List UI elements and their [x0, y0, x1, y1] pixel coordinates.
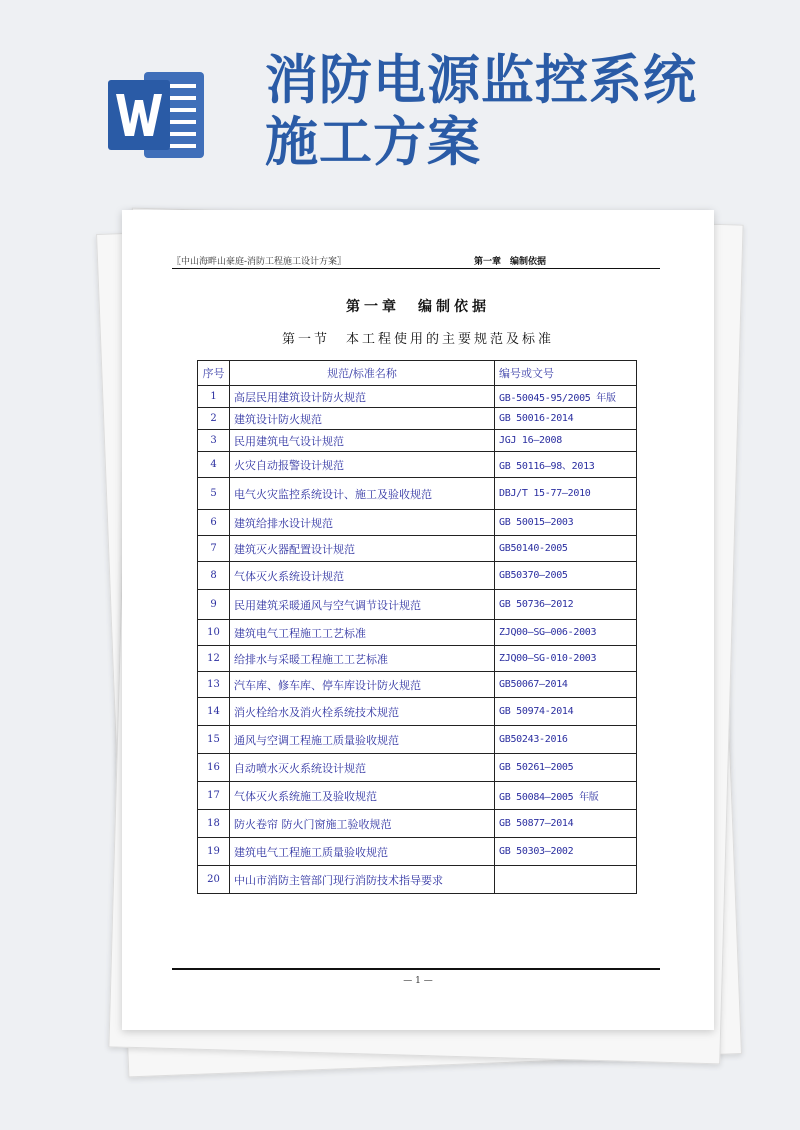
- standard-code: GB50243-2016: [495, 726, 637, 754]
- table-row: [198, 536, 637, 562]
- table-row: [198, 452, 637, 478]
- row-number: 6: [198, 510, 230, 536]
- row-number: 7: [198, 536, 230, 562]
- row-number: 9: [198, 590, 230, 620]
- table-row: [198, 620, 637, 646]
- row-number: 2: [198, 408, 230, 430]
- standard-name: 防火卷帘 防火门窗施工验收规范: [230, 810, 495, 838]
- standard-name: 中山市消防主管部门现行消防技术指导要求: [230, 866, 495, 894]
- table-row: [198, 590, 637, 620]
- table-row: [198, 810, 637, 838]
- running-header-right: 第一章 编制依据: [474, 257, 547, 267]
- standard-code: GB50140-2005: [495, 536, 637, 562]
- standard-name: 建筑给排水设计规范: [230, 510, 495, 536]
- table-row: [198, 782, 637, 810]
- table-row: [198, 478, 637, 510]
- row-number: 13: [198, 672, 230, 698]
- table-row: [198, 510, 637, 536]
- standard-code: GB 50303—2002: [495, 838, 637, 866]
- table-row: [198, 562, 637, 590]
- standard-name: 电气火灾监控系统设计、施工及验收规范: [230, 478, 495, 510]
- table-row: [198, 838, 637, 866]
- table-row: [198, 386, 637, 408]
- table-row: [198, 646, 637, 672]
- standards-table: [197, 360, 637, 894]
- standard-name: 建筑电气工程施工质量验收规范: [230, 838, 495, 866]
- section-title: 第一节 本工程使用的主要规范及标准: [281, 332, 554, 347]
- standard-name: 建筑电气工程施工工艺标准: [230, 620, 495, 646]
- title-line-1: 消防电源监控系统: [265, 50, 697, 111]
- standard-code: GB 50877—2014: [495, 810, 637, 838]
- title-line-2: 施工方案: [265, 112, 481, 173]
- standard-name: 民用建筑电气设计规范: [230, 430, 495, 452]
- standard-name: 给排水与采暖工程施工工艺标准: [230, 646, 495, 672]
- standard-name: 气体灭火系统设计规范: [230, 562, 495, 590]
- standard-code: DBJ/T 15-77—2010: [495, 478, 637, 510]
- table-row: [198, 866, 637, 894]
- standard-code: GB 50015—2003: [495, 510, 637, 536]
- row-number: 20: [198, 866, 230, 894]
- row-number: 4: [198, 452, 230, 478]
- standard-code: ZJQ00—SG—006-2003: [495, 620, 637, 646]
- standard-name: 气体灭火系统施工及验收规范: [230, 782, 495, 810]
- table-row: [198, 726, 637, 754]
- running-header-left: 〖中山海畔山豪庭-消防工程施工设计方案〗: [172, 257, 347, 267]
- table-header-row: [198, 361, 637, 386]
- standard-code: GB50067—2014: [495, 672, 637, 698]
- standard-code: ZJQ00—SG-010-2003: [495, 646, 637, 672]
- table-row: [198, 408, 637, 430]
- row-number: 1: [198, 386, 230, 408]
- column-header-code: 编号或文号: [495, 361, 637, 386]
- row-number: 15: [198, 726, 230, 754]
- column-header-no: 序号: [198, 361, 230, 386]
- row-number: 3: [198, 430, 230, 452]
- table-body: [198, 386, 637, 894]
- standard-code: GB 50116—98、2013: [495, 452, 637, 478]
- chapter-title: 第一章 编制依据: [346, 299, 490, 315]
- row-number: 12: [198, 646, 230, 672]
- row-number: 17: [198, 782, 230, 810]
- row-number: 14: [198, 698, 230, 726]
- standard-code: GB 50016-2014: [495, 408, 637, 430]
- page-title: [265, 50, 785, 174]
- standard-code: GB 50974-2014: [495, 698, 637, 726]
- standard-code: GB 50736—2012: [495, 590, 637, 620]
- standard-name: 火灾自动报警设计规范: [230, 452, 495, 478]
- table-row: [198, 672, 637, 698]
- standard-name: 高层民用建筑设计防火规范: [230, 386, 495, 408]
- standard-name: 自动喷水灭火系统设计规范: [230, 754, 495, 782]
- standard-name: 建筑设计防火规范: [230, 408, 495, 430]
- standard-name: 通风与空调工程施工质量验收规范: [230, 726, 495, 754]
- row-number: 10: [198, 620, 230, 646]
- row-number: 8: [198, 562, 230, 590]
- row-number: 16: [198, 754, 230, 782]
- standard-code: [495, 866, 637, 894]
- document-page: [122, 210, 714, 1030]
- standard-code: JGJ 16—2008: [495, 430, 637, 452]
- footer-rule: [172, 968, 660, 970]
- standard-name: 民用建筑采暖通风与空气调节设计规范: [230, 590, 495, 620]
- word-icon: [108, 70, 208, 160]
- standard-name: 建筑灭火器配置设计规范: [230, 536, 495, 562]
- row-number: 19: [198, 838, 230, 866]
- table-row: [198, 698, 637, 726]
- standard-code: GB 50261—2005: [495, 754, 637, 782]
- row-number: 5: [198, 478, 230, 510]
- standard-code: GB 50084—2005 年版: [495, 782, 637, 810]
- standard-name: 消火栓给水及消火栓系统技术规范: [230, 698, 495, 726]
- standard-name: 汽车库、修车库、停车库设计防火规范: [230, 672, 495, 698]
- table-row: [198, 754, 637, 782]
- table-row: [198, 430, 637, 452]
- standard-code: GB50370—2005: [495, 562, 637, 590]
- row-number: 18: [198, 810, 230, 838]
- page-number: — 1 —: [403, 976, 433, 986]
- header-rule: [172, 268, 660, 269]
- standard-code: GB-50045-95/2005 年版: [495, 386, 637, 408]
- column-header-name: 规范/标准名称: [230, 361, 495, 386]
